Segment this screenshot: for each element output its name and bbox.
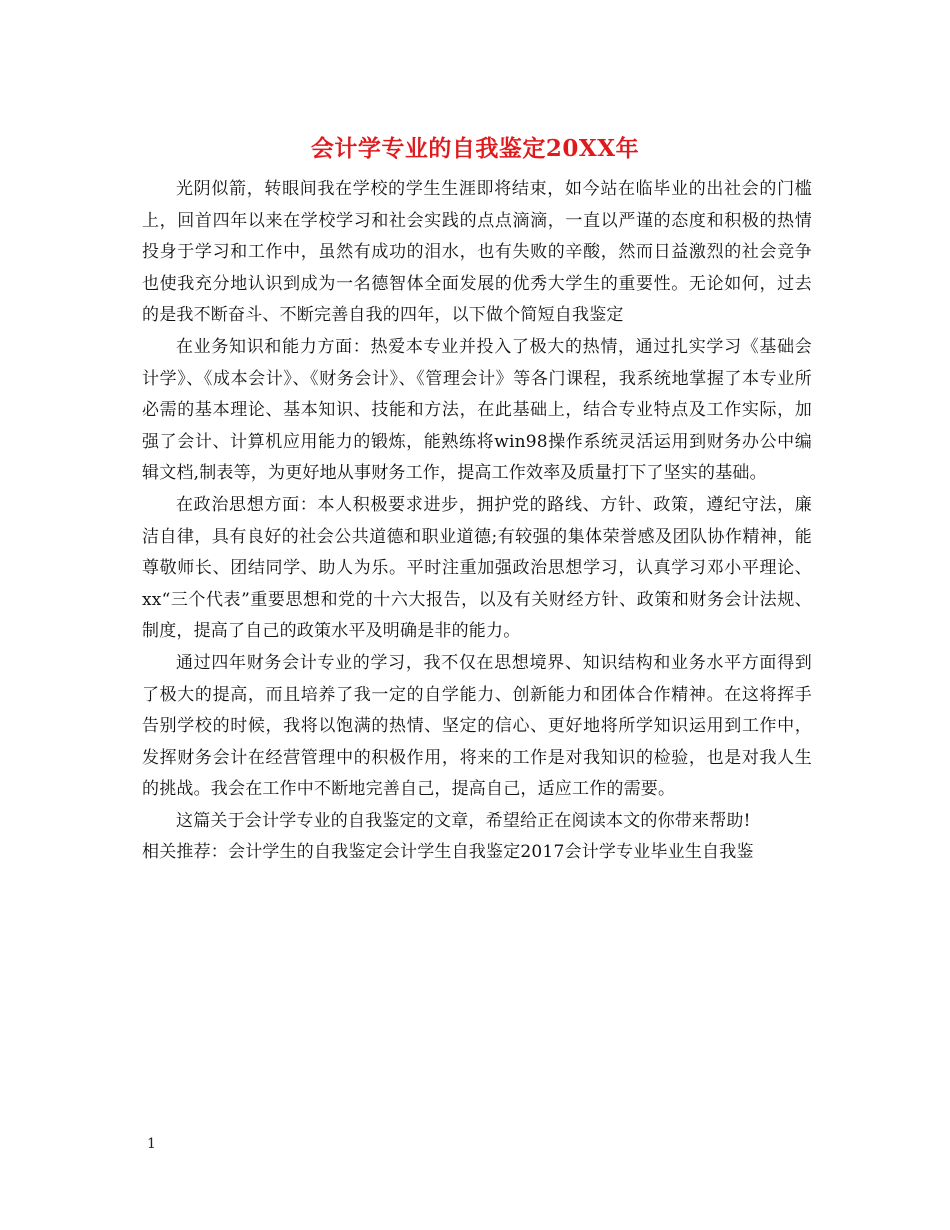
paragraph-closing: 这篇关于会计学专业的自我鉴定的文章，希望给正在阅读本文的你带来帮助! — [176, 810, 751, 831]
paragraph-study-summary: 通过四年财务会计专业的学习，我不仅在思想境界、知识结构和业务水平方面得到了极大的提高，而且培养了我一定的自学能力、创新能力和团体合作精神。在这将挥手告别学校的时候，我将以饱满的热情、坚定的信心、更好地将所学知识运用到工作中，发挥财务会计在经营管理中的积极作用，将来的工作是对我知识的检验，也是对我人生的挑战。我会在工作中不断地完善自己，提高自己，适应工作的需要。 — [142, 652, 812, 800]
paragraph-business-knowledge: 在业务知识和能力方面：热爱本专业并投入了极大的热情，通过扎实学习《基础会计学》、《成本会计》、《财务会计》、《管理会计》等各门课程，我系统地掌握了本专业所必需的基本理论、基本知识、技能和方法，在此基础上，结合专业特点及工作实际，加强了会计、计算机应用能力的锻炼，能熟练将win98操作系统灵活运用到财务办公中编辑文档,制表等，为更好地从事财务工作，提高工作效率及质量打下了坚实的基础。 — [142, 336, 812, 484]
paragraph-intro: 光阴似箭，转眼间我在学校的学生生涯即将结束，如今站在临毕业的出社会的门槛上，回首四年以来在学校学习和社会实践的点点滴滴，一直以严谨的态度和积极的热情投身于学习和工作中，虽然有成功的泪水，也有失败的辛酸，然而日益激烈的社会竞争也使我充分地认识到成为一名德智体全面发展的优秀大学生的重要性。无论如何，过去的是我不断奋斗、不断完善自我的四年，以下做个简短自我鉴定 — [142, 179, 812, 326]
document-body — [142, 174, 812, 869]
paragraph-political-thought: 在政治思想方面：本人积极要求进步，拥护党的路线、方针、政策，遵纪守法，廉洁自律，具有良好的社会公共道德和职业道德;有较强的集体荣誉感及团队协作精神，能尊敬师长、团结同学、助人为乐。平时注重加强政治思想学习，认真学习邓小平理论、xx“三个代表”重要思想和党的十六大报告，以及有关财经方针、政策和财务会计法规、制度，提高了自己的政策水平及明确是非的能力。 — [142, 494, 812, 642]
page-number: 1 — [147, 1136, 156, 1152]
document-title: 会计学专业的自我鉴定20XX年 — [310, 135, 640, 162]
related-recommendations: 相关推荐：会计学生的自我鉴定会计学生自我鉴定2017会计学专业毕业生自我鉴 — [142, 842, 754, 863]
